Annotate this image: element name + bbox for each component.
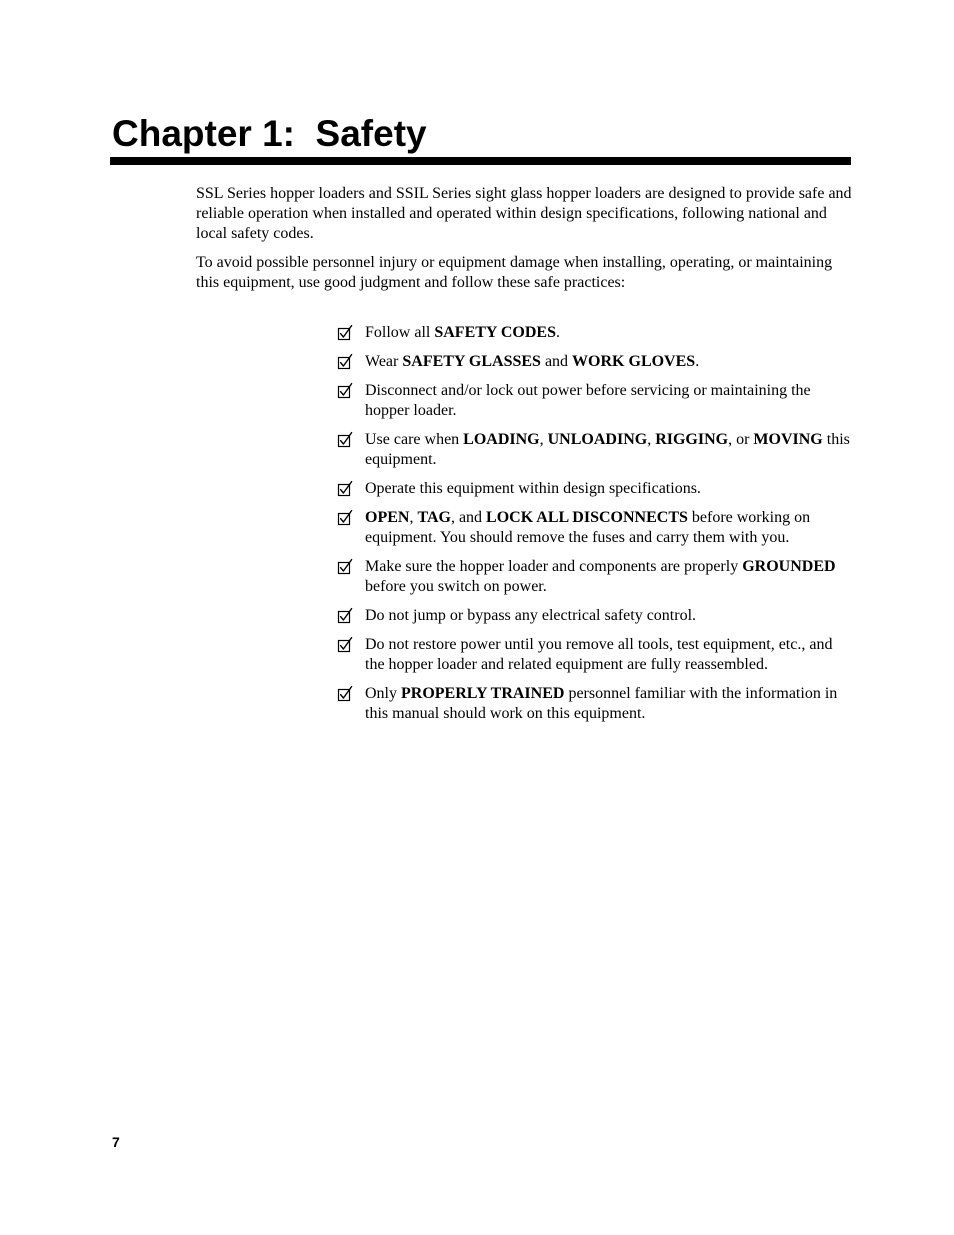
emphasized-term: TAG xyxy=(417,509,451,526)
safety-practice-item xyxy=(337,508,852,548)
emphasized-term: PROPERLY TRAINED xyxy=(401,685,565,702)
text-run: Use care when xyxy=(365,431,464,448)
emphasized-term: LOADING xyxy=(463,431,540,448)
checked-box-icon xyxy=(337,607,353,625)
emphasized-term: LOCK ALL DISCONNECTS xyxy=(486,509,688,526)
safety-practice-item xyxy=(337,381,852,421)
page-number: 7 xyxy=(112,1134,120,1150)
intro-section xyxy=(196,184,852,302)
safety-practice-item xyxy=(337,430,852,470)
safety-practice-item xyxy=(337,323,852,343)
safety-practice-item xyxy=(337,352,852,372)
safety-practice-item xyxy=(337,557,852,597)
text-run: . xyxy=(695,353,700,370)
safety-practice-text xyxy=(365,324,560,341)
emphasized-term: WORK GLOVES xyxy=(572,353,696,370)
safety-practice-text xyxy=(365,431,850,468)
text-run: Make sure the hopper loader and components are properly xyxy=(365,558,743,575)
checked-box-icon xyxy=(337,382,353,400)
text-run: Operate this equipment within design specifications. xyxy=(365,480,701,497)
checked-box-icon xyxy=(337,509,353,527)
checked-box-icon xyxy=(337,480,353,498)
text-run: and xyxy=(540,353,573,370)
intro-paragraph: To avoid possible personnel injury or equipment damage when installing, operating, or maintaining this equipment, use good judgment and follow these safe practices: xyxy=(196,254,833,291)
checked-box-icon xyxy=(337,353,353,371)
chapter-title: Chapter 1: Safety xyxy=(112,113,427,154)
text-run: , xyxy=(539,431,548,448)
safety-practice-text xyxy=(365,636,832,673)
emphasized-term: RIGGING xyxy=(655,431,729,448)
safety-practice-text xyxy=(365,558,836,595)
text-run: , xyxy=(409,509,418,526)
text-run: , or xyxy=(728,431,754,448)
emphasized-term: MOVING xyxy=(753,431,823,448)
checked-box-icon xyxy=(337,324,353,342)
text-run: before working on equipment. You should remove the fuses and carry them with you. xyxy=(365,509,811,546)
checked-box-icon xyxy=(337,636,353,654)
text-run: Disconnect and/or lock out power before servicing or maintaining the hopper loader. xyxy=(365,382,811,419)
emphasized-term: SAFETY GLASSES xyxy=(402,353,541,370)
text-run: , xyxy=(647,431,656,448)
emphasized-term: UNLOADING xyxy=(547,431,648,448)
text-run: , and xyxy=(450,509,487,526)
checked-box-icon xyxy=(337,431,353,449)
safety-practice-text xyxy=(365,480,701,497)
title-rule xyxy=(110,157,851,165)
safety-practice-text xyxy=(365,509,810,546)
safety-practice-item xyxy=(337,606,852,626)
safety-practice-text xyxy=(365,353,699,370)
emphasized-term: SAFETY CODES xyxy=(434,324,556,341)
safety-practice-text xyxy=(365,382,811,419)
intro-paragraph: SSL Series hopper loaders and SSIL Series sight glass hopper loaders are designed to provide safe and reliable operation when installed and operated within design specifications, following national and local safety codes. xyxy=(196,185,852,242)
safety-practice-item xyxy=(337,479,852,499)
text-run: Do not restore power until you remove all tools, test equipment, etc., and the hopper loader and related equipment are fully reassembled. xyxy=(365,636,833,673)
safe-practices-list xyxy=(337,323,852,733)
text-run: before you switch on power. xyxy=(365,578,547,595)
emphasized-term: GROUNDED xyxy=(742,558,836,575)
text-run: personnel familiar with the information in this manual should work on this equipment. xyxy=(365,685,838,722)
text-run: . xyxy=(556,324,560,341)
checked-box-icon xyxy=(337,558,353,576)
safety-practice-item xyxy=(337,635,852,675)
text-run: Follow all xyxy=(365,324,435,341)
emphasized-term: OPEN xyxy=(365,509,410,526)
text-run: Do not jump or bypass any electrical safety control. xyxy=(365,607,697,624)
checked-box-icon xyxy=(337,685,353,703)
safety-practice-text xyxy=(365,607,696,624)
text-run: Only xyxy=(365,685,401,702)
text-run: Wear xyxy=(365,353,403,370)
text-run: this equipment. xyxy=(365,431,850,468)
safety-practice-item xyxy=(337,684,852,724)
safety-practice-text xyxy=(365,685,837,722)
